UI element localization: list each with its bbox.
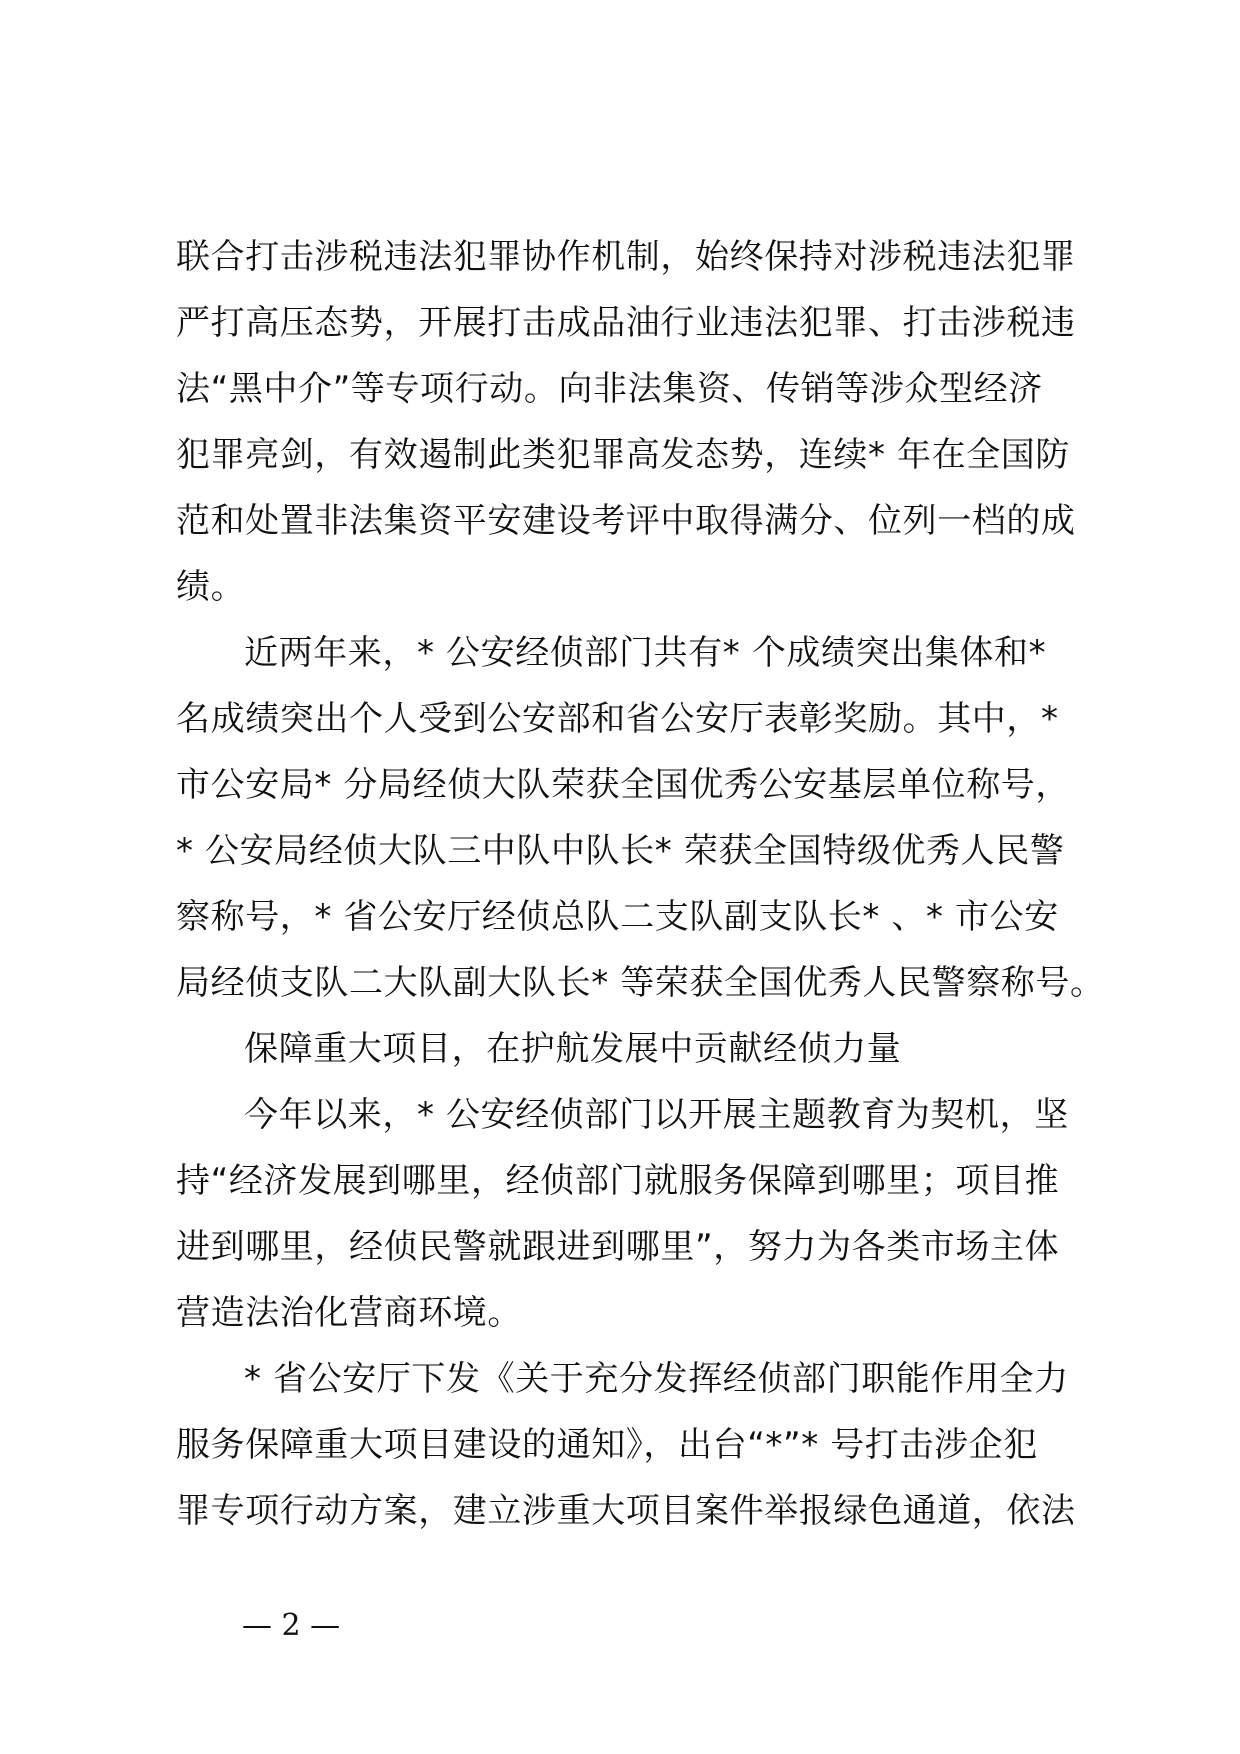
document-body: [176, 224, 1105, 1544]
text-line: 局经侦支队二大队副大队长* 等荣获全国优秀人民警察称号。: [176, 963, 1105, 1003]
text-line: 法“黑中介”等专项行动。向非法集资、传销等涉众型经济: [176, 369, 1043, 409]
text-line: 联合打击涉税违法犯罪协作机制，始终保持对涉税违法犯罪: [176, 237, 1076, 277]
section-heading: 保障重大项目，在护航发展中贡献经侦力量: [244, 1029, 902, 1069]
paragraph-first-line: * 省公安厅下发《关于充分发挥经侦部门职能作用全力: [244, 1359, 1069, 1399]
text-line: 营造法治化营商环境。: [176, 1293, 522, 1333]
text-line: 察称号，* 省公安厅经侦总队二支队副支队长* 、* 市公安: [176, 897, 1059, 937]
text-line: 名成绩突出个人受到公安部和省公安厅表彰奖励。其中，*: [176, 699, 1059, 739]
paragraph-first-line: 今年以来，* 公安经侦部门以开展主题教育为契机，坚: [244, 1095, 1069, 1135]
text-line: 罪专项行动方案，建立涉重大项目案件举报绿色通道，依法: [176, 1491, 1076, 1531]
text-line: 市公安局* 分局经侦大队荣获全国优秀公安基层单位称号，: [176, 765, 1071, 805]
paragraph-first-line: 近两年来，* 公安经侦部门共有* 个成绩突出集体和*: [244, 633, 1047, 673]
text-line: 犯罪亮剑，有效遏制此类犯罪高发态势，连续* 年在全国防: [176, 435, 1071, 475]
text-line: 服务保障重大项目建设的通知》，出台“*”* 号打击涉企犯: [176, 1425, 1038, 1465]
text-line: 范和处置非法集资平安建设考评中取得满分、位列一档的成: [176, 501, 1076, 541]
page-number: — 2 —: [242, 1608, 341, 1643]
text-line: 严打高压态势，开展打击成品油行业违法犯罪、打击涉税违: [176, 303, 1076, 343]
text-line: 进到哪里，经侦民警就跟进到哪里”，努力为各类市场主体: [176, 1227, 1060, 1267]
text-line: 绩。: [176, 567, 246, 607]
text-line: 持“经济发展到哪里，经侦部门就服务保障到哪里；项目推: [176, 1161, 1060, 1201]
text-line: * 公安局经侦大队三中队中队长* 荣获全国特级优秀人民警: [176, 831, 1065, 871]
